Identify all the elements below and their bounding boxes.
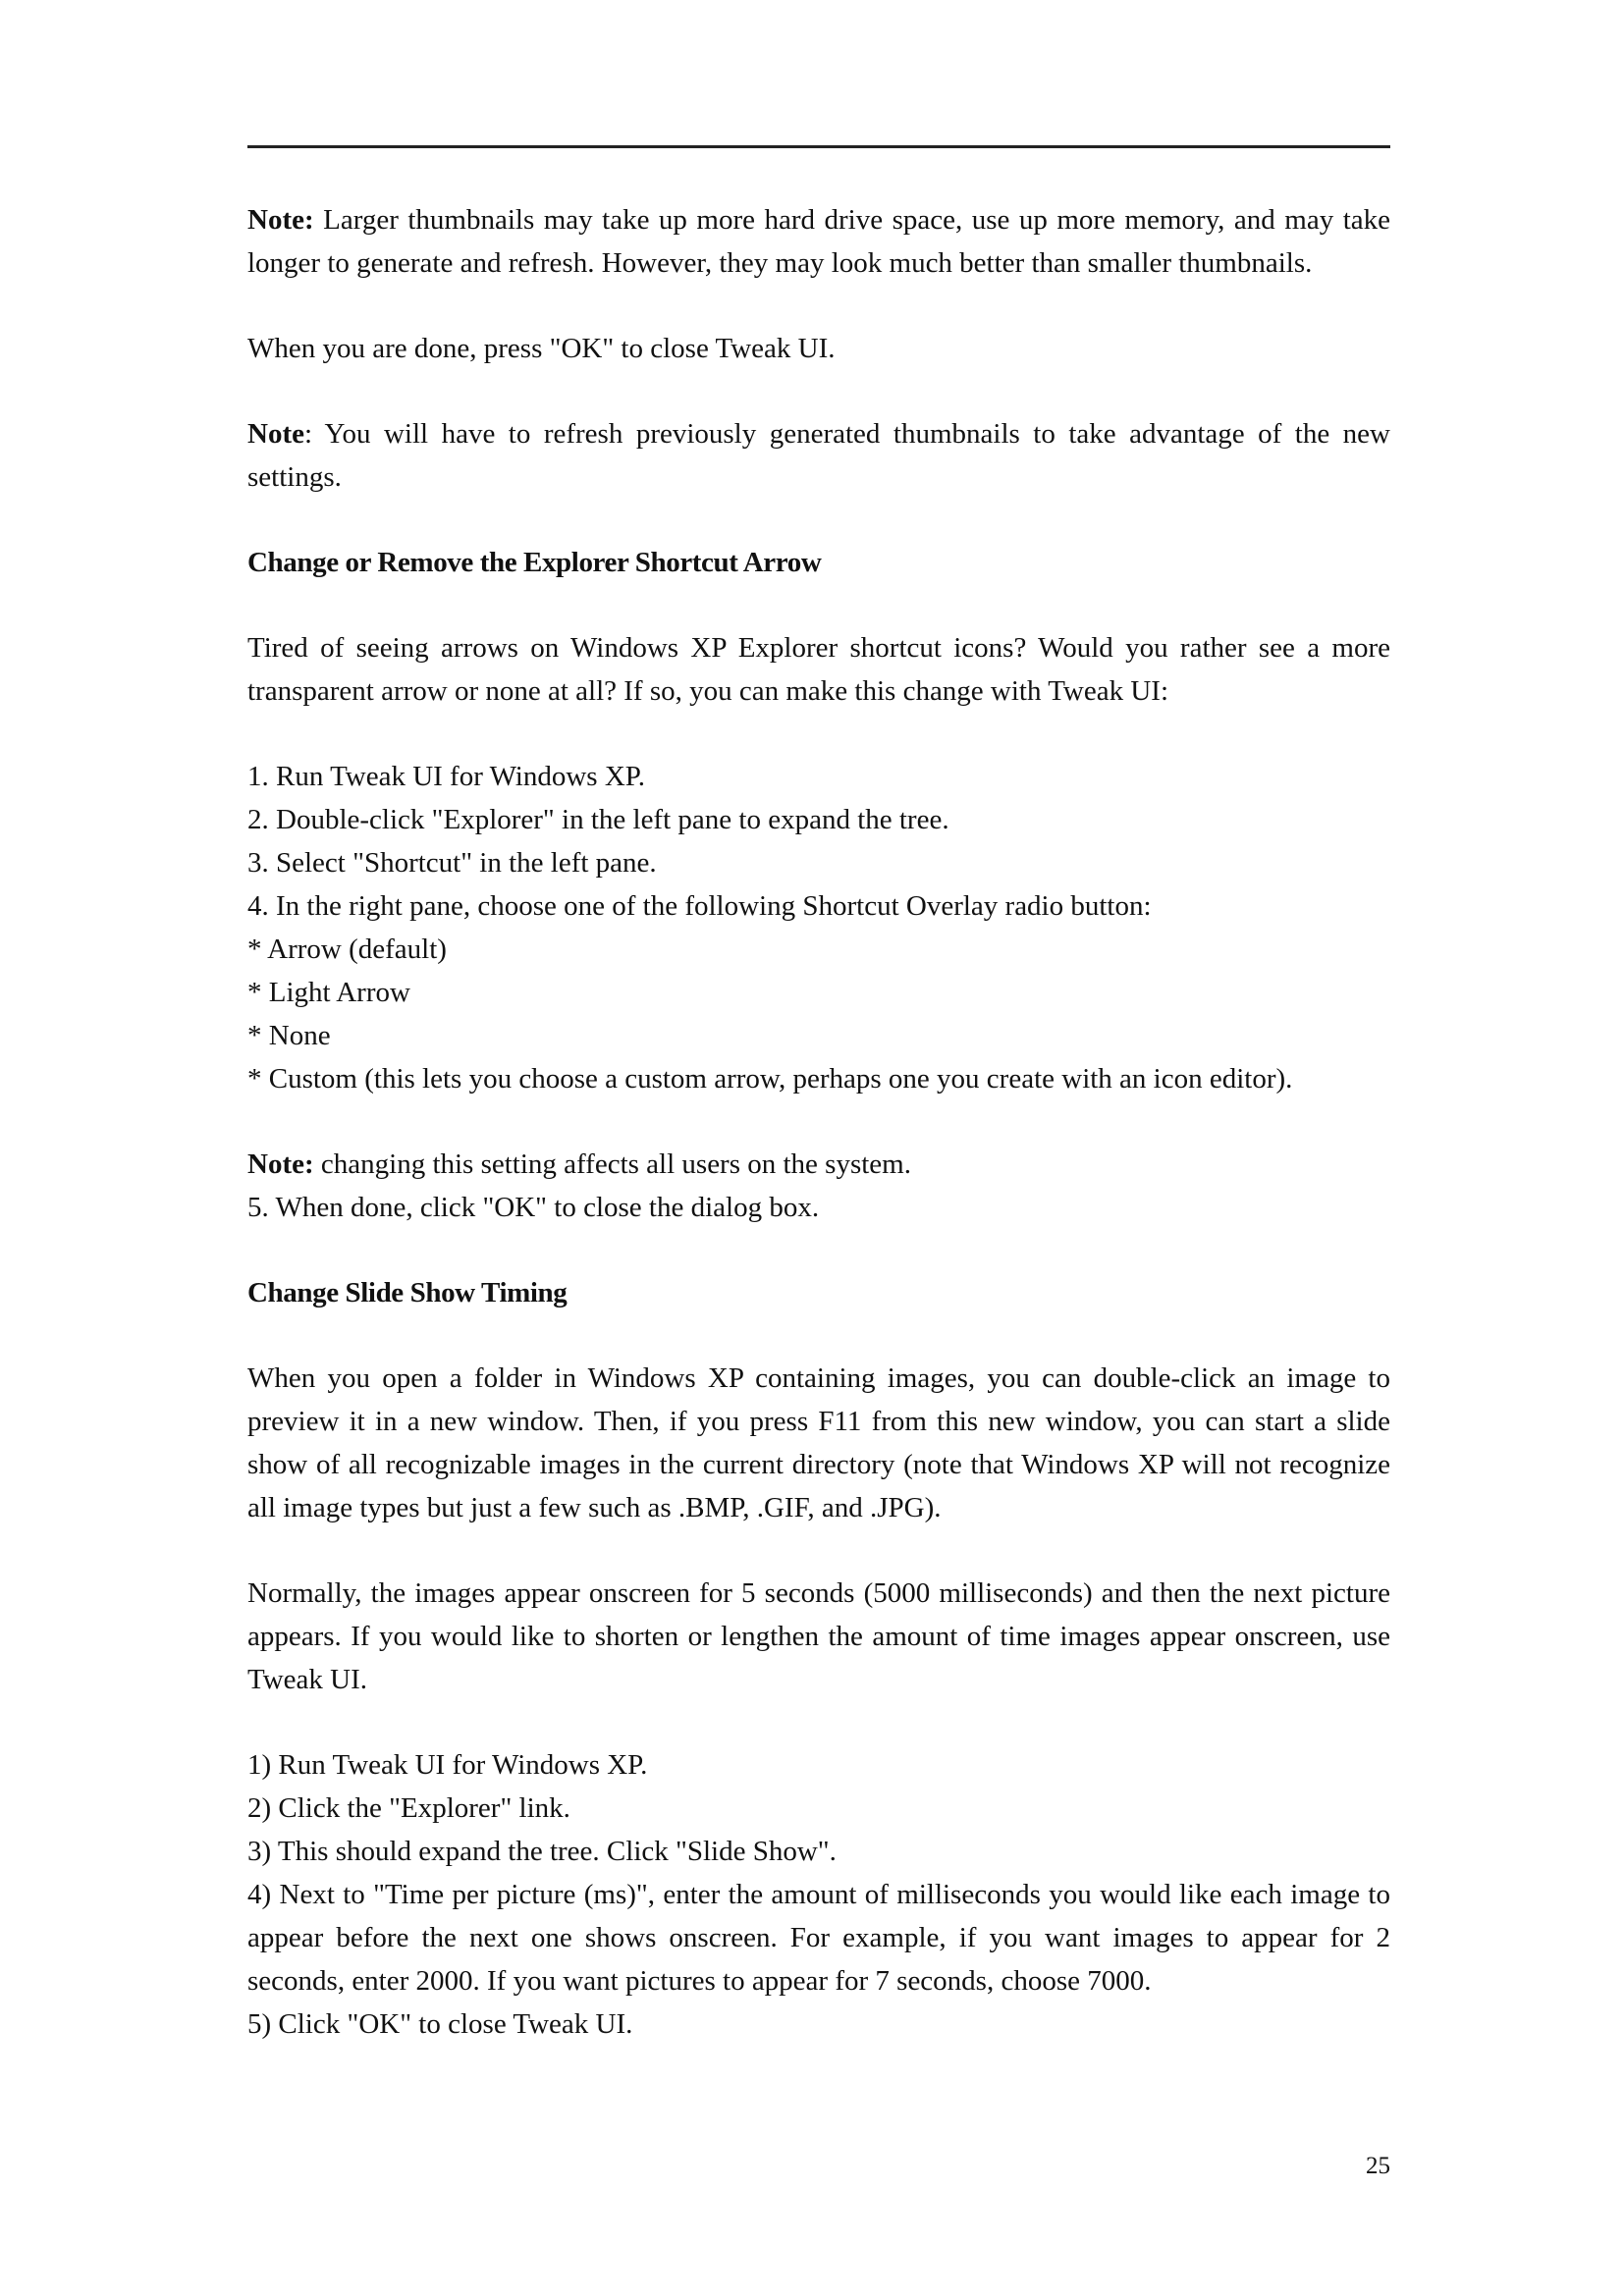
page-number: 25 [1366,2153,1390,2179]
shortcut-arrow-intro: Tired of seeing arrows on Windows XP Explorer shortcut icons? Would you rather see a more transparent arrow or none at all? If so, you can make this change with Tweak UI: [247,632,1390,707]
list-item: 4. In the right pane, choose one of the following Shortcut Overlay radio button: [247,890,1152,922]
list-item: 3) This should expand the tree. Click "Slide Show". [247,1836,837,1867]
shortcut-arrow-note-block [247,1143,1390,1229]
note-thumbnails [247,198,1390,285]
page-content [247,198,1390,2088]
list-item: * None [247,1020,331,1051]
note-refresh [247,412,1390,499]
list-item: * Arrow (default) [247,934,447,965]
note-text: Larger thumbnails may take up more hard drive space, use up more memory, and may take longer to generate and refresh. However, they may look much better than smaller thumbnails. [247,204,1390,279]
done-paragraph: When you are done, press "OK" to close Tweak UI. [247,333,836,364]
list-item: 2. Double-click "Explorer" in the left pane to expand the tree. [247,804,949,835]
section-heading-slide-show: Change Slide Show Timing [247,1277,568,1308]
list-item: * Light Arrow [247,977,410,1008]
section-heading-shortcut-arrow: Change or Remove the Explorer Shortcut Arrow [247,547,822,578]
slide-show-paragraph-2: Normally, the images appear onscreen for 5 seconds (5000 milliseconds) and then the next picture appears. If you would like to shorten or lengthen the amount of time images appear onscreen, use Tweak UI. [247,1577,1390,1695]
shortcut-arrow-steps [247,755,1390,1100]
header-rule [247,145,1390,148]
list-item: * Custom (this lets you choose a custom arrow, perhaps one you create with an icon editor). [247,1063,1293,1095]
note-label: Note: [247,1148,314,1180]
note-label: Note [247,418,304,450]
shortcut-arrow-note [247,1143,1390,1186]
list-item: 4) Next to "Time per picture (ms)", enter the amount of milliseconds you would like each image to appear before the next one shows onscreen. For example, if you want images to appear for 2 seconds, enter 2000. If you want pictures to appear for 7 seconds, choose 7000. [247,1879,1390,1997]
note-label: Note: [247,204,314,236]
note-text: : You will have to refresh previously generated thumbnails to take advantage of the new settings. [247,418,1390,493]
list-item: 1. Run Tweak UI for Windows XP. [247,761,645,792]
list-item: 5) Click "OK" to close Tweak UI. [247,2008,633,2040]
list-item: 2) Click the "Explorer" link. [247,1792,570,1824]
slide-show-steps [247,1743,1390,2046]
note-text: changing this setting affects all users on the system. [313,1148,911,1180]
list-item: 1) Run Tweak UI for Windows XP. [247,1749,648,1781]
slide-show-paragraph-1: When you open a folder in Windows XP containing images, you can double-click an image to preview it in a new window. Then, if you press F11 from this new window, you can start a slide show of all recognizable images in the current directory (note that Windows XP will not recognize all image types but just a few such as .BMP, .GIF, and .JPG). [247,1362,1390,1523]
list-item: 5. When done, click "OK" to close the dialog box. [247,1192,820,1223]
list-item: 3. Select "Shortcut" in the left pane. [247,847,657,879]
